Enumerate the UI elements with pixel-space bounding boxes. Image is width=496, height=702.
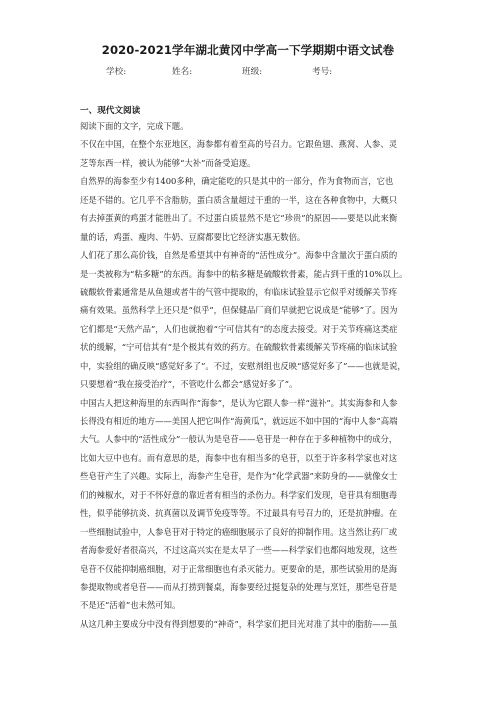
passage-line: 不仅在中国，在整个东亚地区，海参都有着至高的号召力。它跟鱼翅、燕窝、人参、灵 — [80, 139, 398, 150]
class-field-label: 班级: — [242, 67, 263, 77]
passage-line: 一些细胞试验中，人参皂苷对于特定的癌细胞展示了良好的抑制作用。这当然让药厂或 — [80, 526, 398, 537]
section-heading: 一、现代文阅读 — [80, 106, 141, 116]
passage-line: 中，实验组的确反映“感觉好多了”。不过，安慰剂组也反映“感觉好多了”——也就是说， — [80, 360, 406, 371]
name-field-label: 姓名: — [172, 67, 193, 77]
passage-line: 是一类被称为“粘多糖”的东西。海参中的粘多糖是硫酸软骨素，能占到干重的10%以上。 — [80, 268, 408, 279]
passage-line: 长得没有相近的地方——美国人把它叫作“海黄瓜”，就远远不如中国的“海中人参”高端 — [80, 416, 398, 426]
document-title: 2020-2021学年湖北黄冈中学高一下学期期中语文试卷 — [101, 43, 395, 57]
passage-line: 中国古人把这种海里的东西叫作“海参”，是认为它跟人参一样“滋补”。其实海参和人参 — [80, 397, 398, 408]
passage-line: 有去掉蛋黄的鸡蛋才能胜出了。不过蛋白质显然不是它“珍贵”的原因——要是以此来衡 — [80, 213, 398, 224]
passage-line: 比如大豆中也有。而有意思的是，海参中也有相当多的皂苷，以至于许多科学家也对这 — [80, 452, 398, 463]
passage-line: 皂苷不仅能抑制癌细胞，对于正常细胞也有杀灭能力。更要命的是，那些试验用的是海 — [80, 563, 398, 574]
passage-line: 状的缓解，“宁可信其有”是个极其有效的药方。在硫酸软骨素缓解关节疼痛的临床试验 — [80, 342, 398, 353]
school-field-label: 学校: — [106, 67, 127, 77]
passage-line: 从这几种主要成分中没有得到想要的“神奇”，科学家们把目光对准了其中的脂肪——虽 — [80, 618, 398, 629]
passage-line: 自然界的海参至少有1400多种，确定能吃的只是其中的一部分，作为食物而言，它也 — [80, 176, 394, 187]
passage-line: 些皂苷产生了兴趣。实际上，海参产生皂苷，是作为“化学武器”来防身的——就像女士 — [80, 471, 398, 482]
passage-line: 痛有效果。虽然科学上还只是“似乎”，但保健品厂商们早就把它说成是“能够”了。因为 — [80, 305, 398, 316]
passage-line: 者海参爱好者很高兴，不过这高兴实在是太早了一些——科学家们也都闷地发现，这些 — [80, 545, 398, 556]
passage-line: 只要想着“我在接受治疗”，不管吃什么都会“感觉好多了”。 — [80, 379, 298, 390]
passage-line: 芝等东西一样，被认为能够“大补”而备受追逐。 — [80, 157, 256, 168]
student-info-row — [106, 65, 332, 77]
passage-line: 们的辣椒水，对于不怀好意的靠近者有相当的杀伤力。科学家们发现，皂苷具有细胞毒 — [80, 489, 398, 500]
passage-line: 还是不错的。它几乎不含脂肪，蛋白质含量超过干重的一半，这在各种食物中，大概只 — [80, 194, 398, 205]
exam-number-field-label: 考号: — [312, 67, 333, 77]
passage-body — [80, 117, 418, 633]
passage-line: 人们花了那么高价钱，自然是希望其中有神奇的“活性成分”。海参中含量次于蛋白质的 — [80, 250, 398, 261]
passage-line: 大气。人参中的“活性成分”一般认为是皂苷——皂苷是一种存在于多种植物中的成分， — [80, 434, 398, 445]
passage-line: 它们都是“天然产品”，人们也就抱着“宁可信其有”的态度去接受。对于关节疼痛这类症 — [80, 323, 398, 334]
passage-line: 参提取物或者皂苷——而从打捞到餐桌，海参要经过挺复杂的处理与烹饪，那些皂苷是 — [80, 581, 398, 592]
passage-line: 量的话，鸡蛋、瘦肉、牛奶、豆腐都要比它经济实惠无数倍。 — [80, 231, 306, 242]
passage-line: 阅读下面的文字，完成下题。 — [80, 121, 189, 131]
passage-line: 性，似乎能够抗炎、抗真菌以及调节免疫等等。不过最具有号召力的，还是抗肿瘤。在 — [80, 508, 398, 519]
passage-line: 不是还“活着”也未然可知。 — [80, 600, 181, 611]
passage-line: 硫酸软骨素通常是从鱼翅或者牛的气管中提取的，有临床试验显示它似乎对缓解关节疼 — [80, 286, 398, 297]
